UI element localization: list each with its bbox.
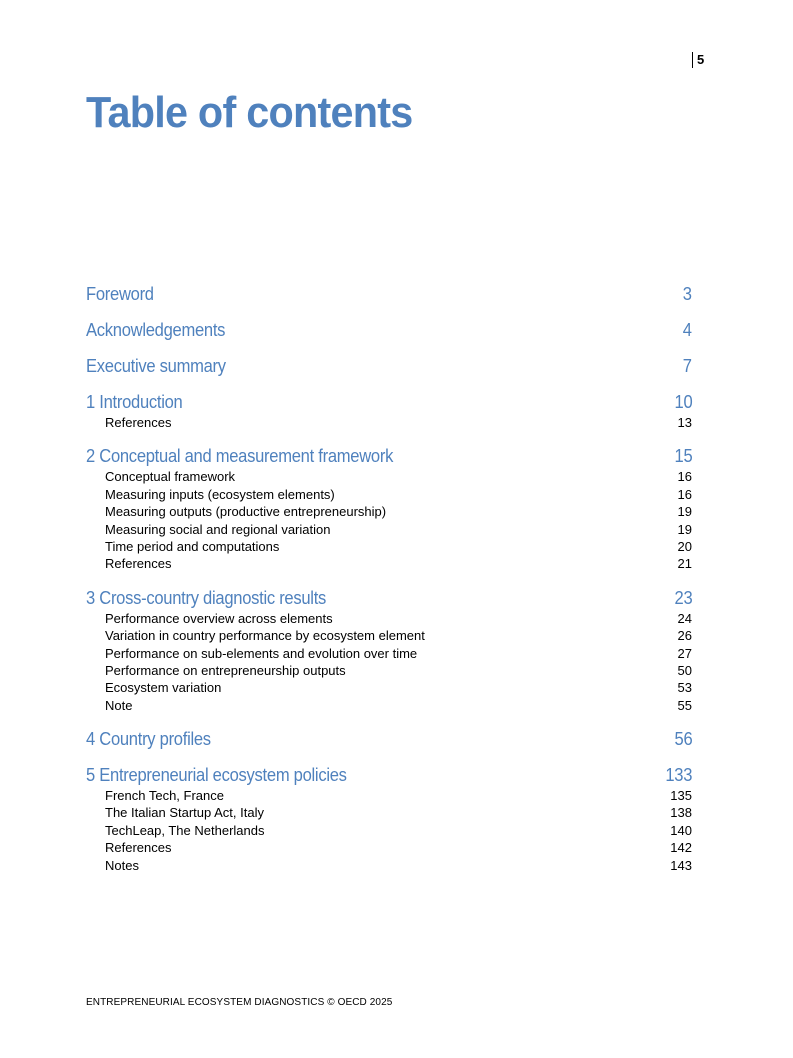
toc-subentry-label: French Tech, France — [105, 788, 224, 804]
toc-subentry-page: 16 — [677, 486, 692, 502]
toc-subentry-page: 26 — [677, 628, 692, 644]
toc-entry[interactable] — [86, 391, 692, 413]
toc-subentry-label: Time period and computations — [105, 538, 280, 554]
toc-entry[interactable] — [86, 587, 692, 609]
toc-entry[interactable] — [86, 319, 692, 341]
toc-subentry[interactable] — [105, 610, 692, 627]
toc-subentry-page: 142 — [670, 840, 692, 856]
toc-subentry-page: 20 — [677, 538, 692, 554]
toc-subentry[interactable] — [105, 627, 692, 644]
toc-entry-label: 3 Cross-country diagnostic results — [86, 587, 327, 608]
toc-subentry[interactable] — [105, 468, 692, 485]
toc-subentry[interactable] — [105, 503, 692, 520]
toc-entry[interactable] — [86, 283, 692, 305]
toc-subentry-page: 24 — [677, 610, 692, 626]
toc-entry-label: 1 Introduction — [86, 392, 183, 412]
toc-subentry-page: 143 — [670, 857, 692, 873]
toc-subentry-page: 16 — [677, 469, 692, 485]
toc-entry-label: Acknowledgements — [86, 320, 226, 340]
toc-subentries — [86, 414, 692, 431]
toc-subentry-page: 21 — [677, 556, 692, 572]
toc-subentry-label: TechLeap, The Netherlands — [105, 822, 265, 838]
toc-subentry[interactable] — [105, 521, 692, 538]
toc-entry-label: 2 Conceptual and measurement framework — [86, 446, 394, 467]
toc-subentry-page: 140 — [670, 822, 692, 838]
toc-subentry-page: 19 — [677, 504, 692, 520]
toc-subentry-label: Measuring social and regional variation — [105, 521, 331, 537]
toc-subentry-label: References — [105, 415, 172, 430]
toc-subentry-page: 13 — [677, 415, 692, 430]
toc-entry-label: Executive summary — [86, 356, 226, 376]
toc-subentry-label: Ecosystem variation — [105, 680, 222, 696]
toc-subentry-label: References — [105, 840, 172, 856]
toc-subentry-label: The Italian Startup Act, Italy — [105, 805, 264, 821]
toc-subentry[interactable] — [105, 697, 692, 714]
toc-entry-page: 4 — [683, 320, 692, 340]
toc-subentry[interactable] — [105, 486, 692, 503]
toc-entry[interactable] — [86, 445, 692, 467]
toc-subentry-page: 53 — [677, 680, 692, 696]
toc-subentry-page: 19 — [677, 521, 692, 537]
toc-entry-page: 23 — [674, 587, 692, 608]
toc-subentry-label: Performance overview across elements — [105, 610, 333, 626]
toc-subentry-page: 135 — [670, 788, 692, 804]
toc-subentry[interactable] — [105, 804, 692, 821]
toc-subentry[interactable] — [105, 822, 692, 839]
page-number: 5 — [692, 52, 704, 68]
toc-entry-label: 4 Country profiles — [86, 729, 211, 750]
toc-subentry[interactable] — [105, 679, 692, 696]
toc-entry-page: 3 — [683, 284, 692, 304]
toc-subentry[interactable] — [105, 645, 692, 662]
toc-subentry-label: Variation in country performance by ecosystem element — [105, 628, 425, 644]
toc-entry-label: 5 Entrepreneurial ecosystem policies — [86, 765, 347, 786]
toc-subentry[interactable] — [105, 787, 692, 804]
toc-subentry-page: 50 — [677, 662, 692, 678]
toc-subentry-label: References — [105, 556, 172, 572]
toc-subentry[interactable] — [105, 414, 692, 431]
toc-entry[interactable] — [86, 355, 692, 377]
table-of-contents — [86, 283, 692, 874]
toc-subentries — [86, 787, 692, 874]
toc-entry-page: 10 — [674, 392, 692, 412]
toc-subentry[interactable] — [105, 839, 692, 856]
toc-entry-page: 56 — [674, 729, 692, 750]
toc-subentries — [86, 610, 692, 714]
toc-subentry-label: Measuring inputs (ecosystem elements) — [105, 486, 335, 502]
toc-subentry-label: Conceptual framework — [105, 469, 236, 485]
toc-entry[interactable] — [86, 728, 692, 750]
toc-subentry[interactable] — [105, 857, 692, 874]
toc-subentry[interactable] — [105, 555, 692, 572]
toc-subentry-label: Performance on entrepreneurship outputs — [105, 662, 346, 678]
toc-subentry-label: Notes — [105, 857, 139, 873]
toc-subentry-label: Note — [105, 697, 133, 713]
page-title: Table of contents — [86, 88, 413, 137]
toc-subentries — [86, 468, 692, 572]
toc-subentry-label: Measuring outputs (productive entrepreneurship) — [105, 504, 387, 520]
toc-subentry-page: 138 — [670, 805, 692, 821]
toc-subentry-page: 55 — [677, 697, 692, 713]
toc-subentry-page: 27 — [677, 645, 692, 661]
page-footer: ENTREPRENEURIAL ECOSYSTEM DIAGNOSTICS © OECD 2025 — [86, 997, 393, 1008]
toc-entry[interactable] — [86, 764, 692, 786]
toc-entry-label: Foreword — [86, 284, 154, 304]
toc-entry-page: 133 — [665, 765, 692, 786]
toc-subentry-label: Performance on sub-elements and evolution over time — [105, 645, 418, 661]
toc-entry-page: 15 — [674, 446, 692, 467]
toc-subentry[interactable] — [105, 538, 692, 555]
toc-entry-page: 7 — [683, 356, 692, 376]
toc-subentry[interactable] — [105, 662, 692, 679]
